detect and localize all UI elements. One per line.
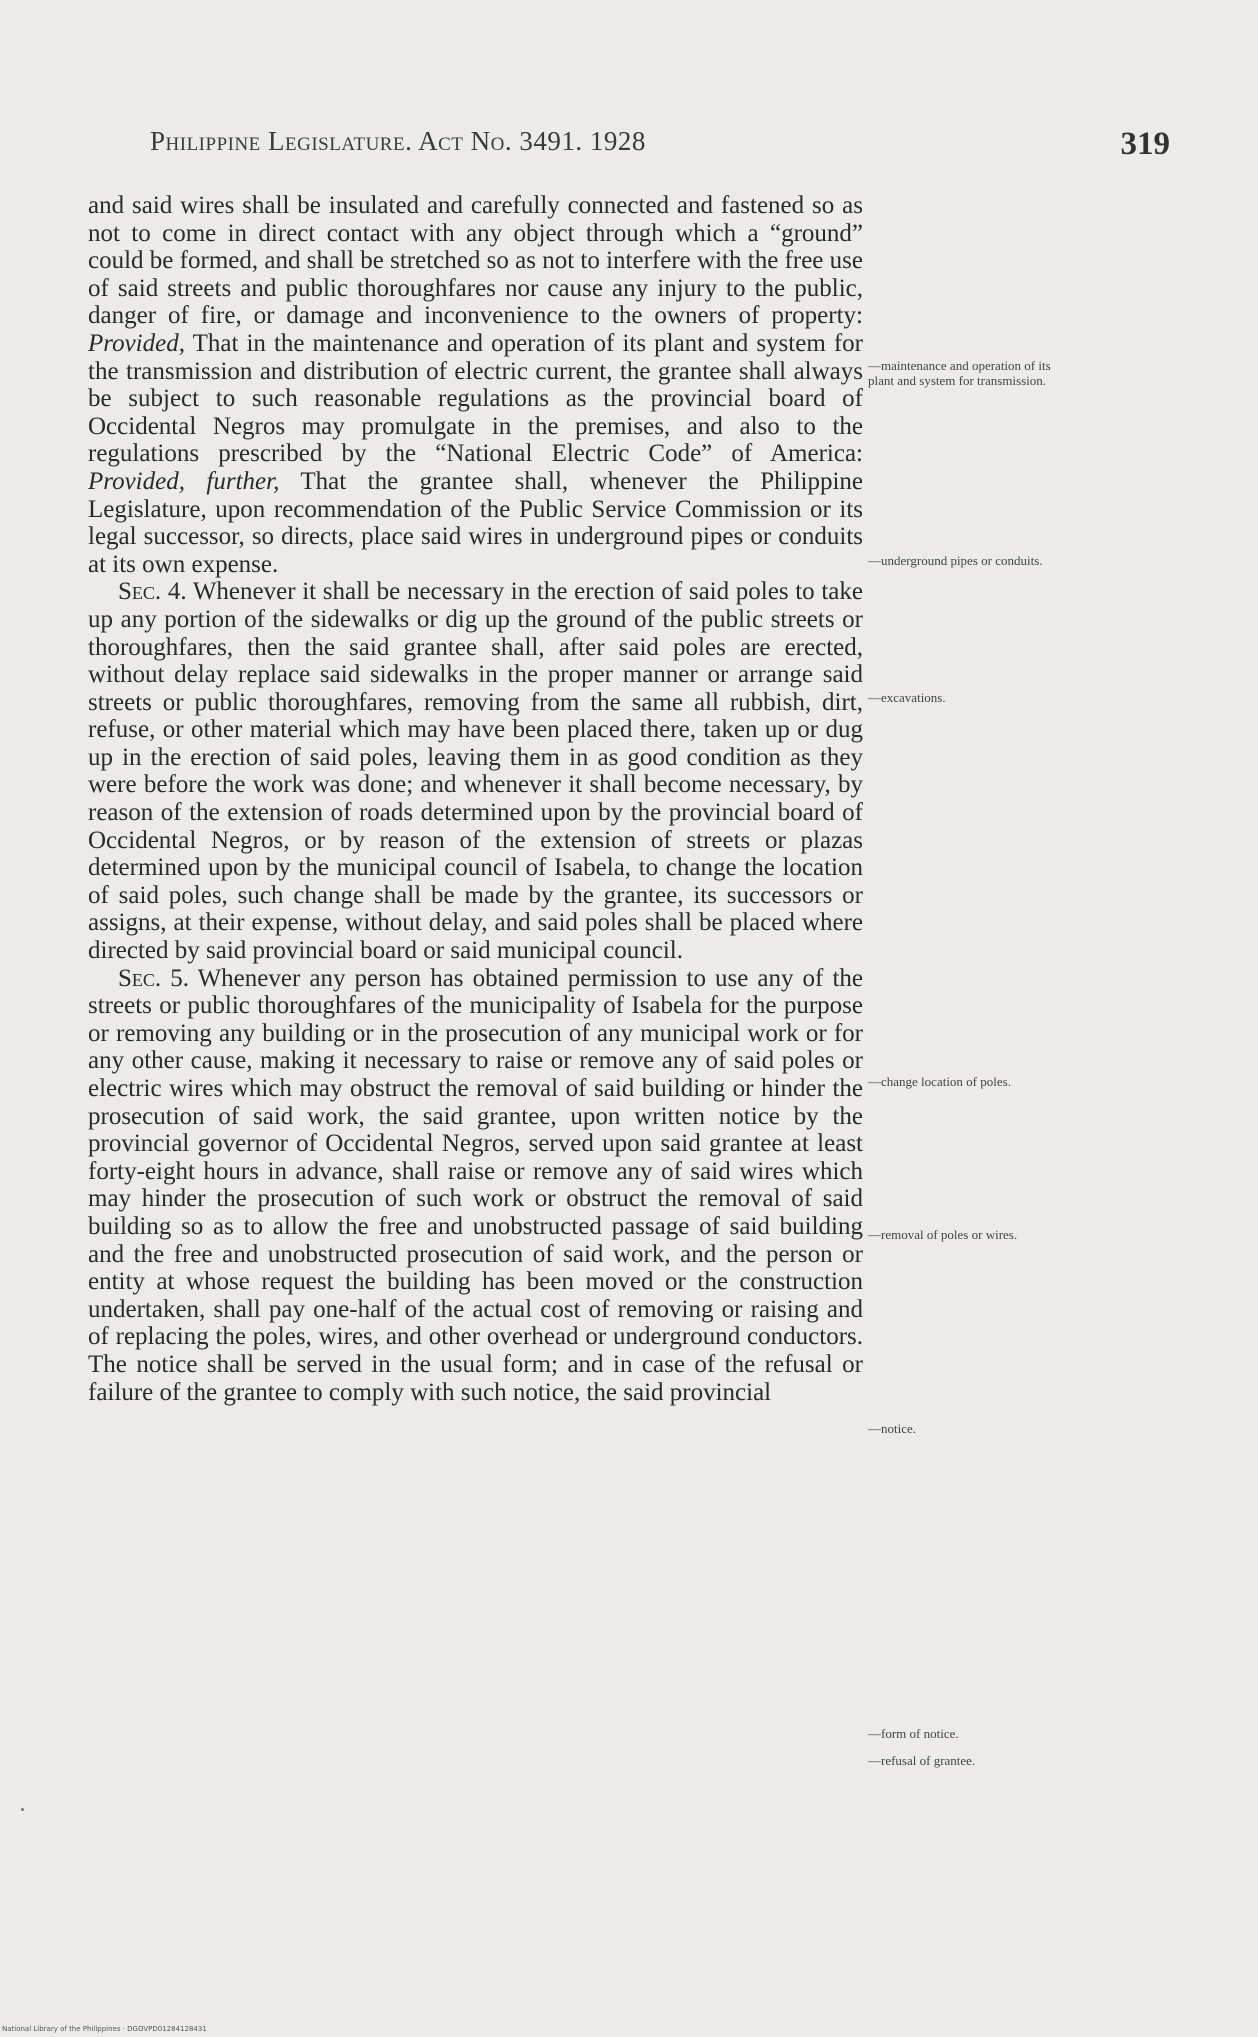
paragraph-text: That in the maintenance and operation of its plant and system for the transmission and distribution of electric current, the grantee shall always be subject to such reasonable regulations as the provincial board of Occidental Negros may promulgate in the premises, and also to the regulations prescribed by the “National Electric Code” of America: xyxy=(88,329,863,468)
margin-note-notice: —notice. xyxy=(868,1421,917,1436)
margin-note-excavations: —excavations. xyxy=(868,690,946,705)
paragraph-text: and said wires shall be insulated and carefully connected and fastened so as not to come in direct contact with any object through which a “ground” could be formed, and shall be stretched so as not to interfere with the free use of said streets and public thoroughfares nor cause any injury to the public, danger of fire, or damage and inconvenience to the owners of property: xyxy=(88,192,863,330)
margin-note-form-of-notice: —form of notice. xyxy=(868,1726,959,1741)
section-4 xyxy=(88,578,863,964)
margin-note-change-location: —change location of poles. xyxy=(868,1074,1011,1089)
section-label: Sec. 5. xyxy=(118,964,189,992)
proviso-italic: Provided, xyxy=(88,329,185,357)
margin-note-removal: —removal of poles or wires. xyxy=(868,1227,1018,1242)
section-5 xyxy=(88,965,863,1407)
section-label: Sec. 4. xyxy=(118,578,187,606)
footer-credit: National Library of the Philippines · DGOVPD01284128431 xyxy=(2,2025,207,2033)
margin-note-maintenance: —maintenance and operation of its plant and system for transmission. xyxy=(868,358,1051,388)
page-number: 319 xyxy=(1120,126,1170,162)
margin-note-underground: —underground pipes or conduits. xyxy=(868,553,1043,568)
paragraph-text: That the grantee shall, whenever the Philippine Legislature, upon recommendation of the Public Service Commission or its legal successor, so directs, place said wires in underground pipes or conduits at its own expense. xyxy=(88,467,864,578)
section-text: Whenever it shall be necessary in the erection of said poles to take up any portion of the sidewalks or dig up the ground of the public streets or thoroughfares, then the said grantee shall, after said poles are erected, without delay replace said sidewalks in the proper manner or arrange said streets or public thoroughfares, removing from the same all rubbish, dirt, refuse, or other material which may have been placed there, taken up or dug up in the erection of said poles, leaving them in as good condition as they were before the work was done; and whenever it shall become necessary, by reason of the extension of roads determined upon by the provincial board of Occidental Negros, or by reason of the extension of streets or plazas determined upon by the municipal council of Isabela, to change the location of said poles, such change shall be made by the grantee, its successors or assigns, at their expense, without delay, and said poles shall be placed where directed by said provincial board or said municipal council. xyxy=(88,578,863,965)
paragraph-continuation xyxy=(88,192,863,578)
running-head: Philippine Legislature. Act No. 3491. 1928 xyxy=(150,126,646,156)
section-text: Whenever any person has obtained permission to use any of the streets or public thoroughfares of the municipality of Isabela for the purpose or removing any building or in the prosecution of any municipal work or for any other cause, making it necessary to raise or remove any of said poles or electric wires which may obstruct the removal of said building or hinder the prosecution of said work, the said grantee, upon written notice by the provincial governor of Occidental Negros, served upon said grantee at least forty-eight hours in advance, shall raise or remove any of said wires which may hinder the prosecution of such work or obstruct the removal of said building so as to allow the free and unobstructed passage of said building and the free and unobstructed prosecution of said work, and the person or entity at whose request the building has been moved or the construction undertaken, shall pay one-half of the actual cost of removing or raising and of replacing the poles, wires, and other overhead or underground conductors. The notice shall be served in the usual form; and in case of the refusal or failure of the grantee to comply with such notice, the said provincial xyxy=(88,964,863,1406)
margin-note-refusal: —refusal of grantee. xyxy=(868,1753,976,1768)
proviso-italic: Provided, further, xyxy=(88,467,280,495)
scan-speck xyxy=(21,1808,24,1811)
body-text xyxy=(88,192,863,1406)
